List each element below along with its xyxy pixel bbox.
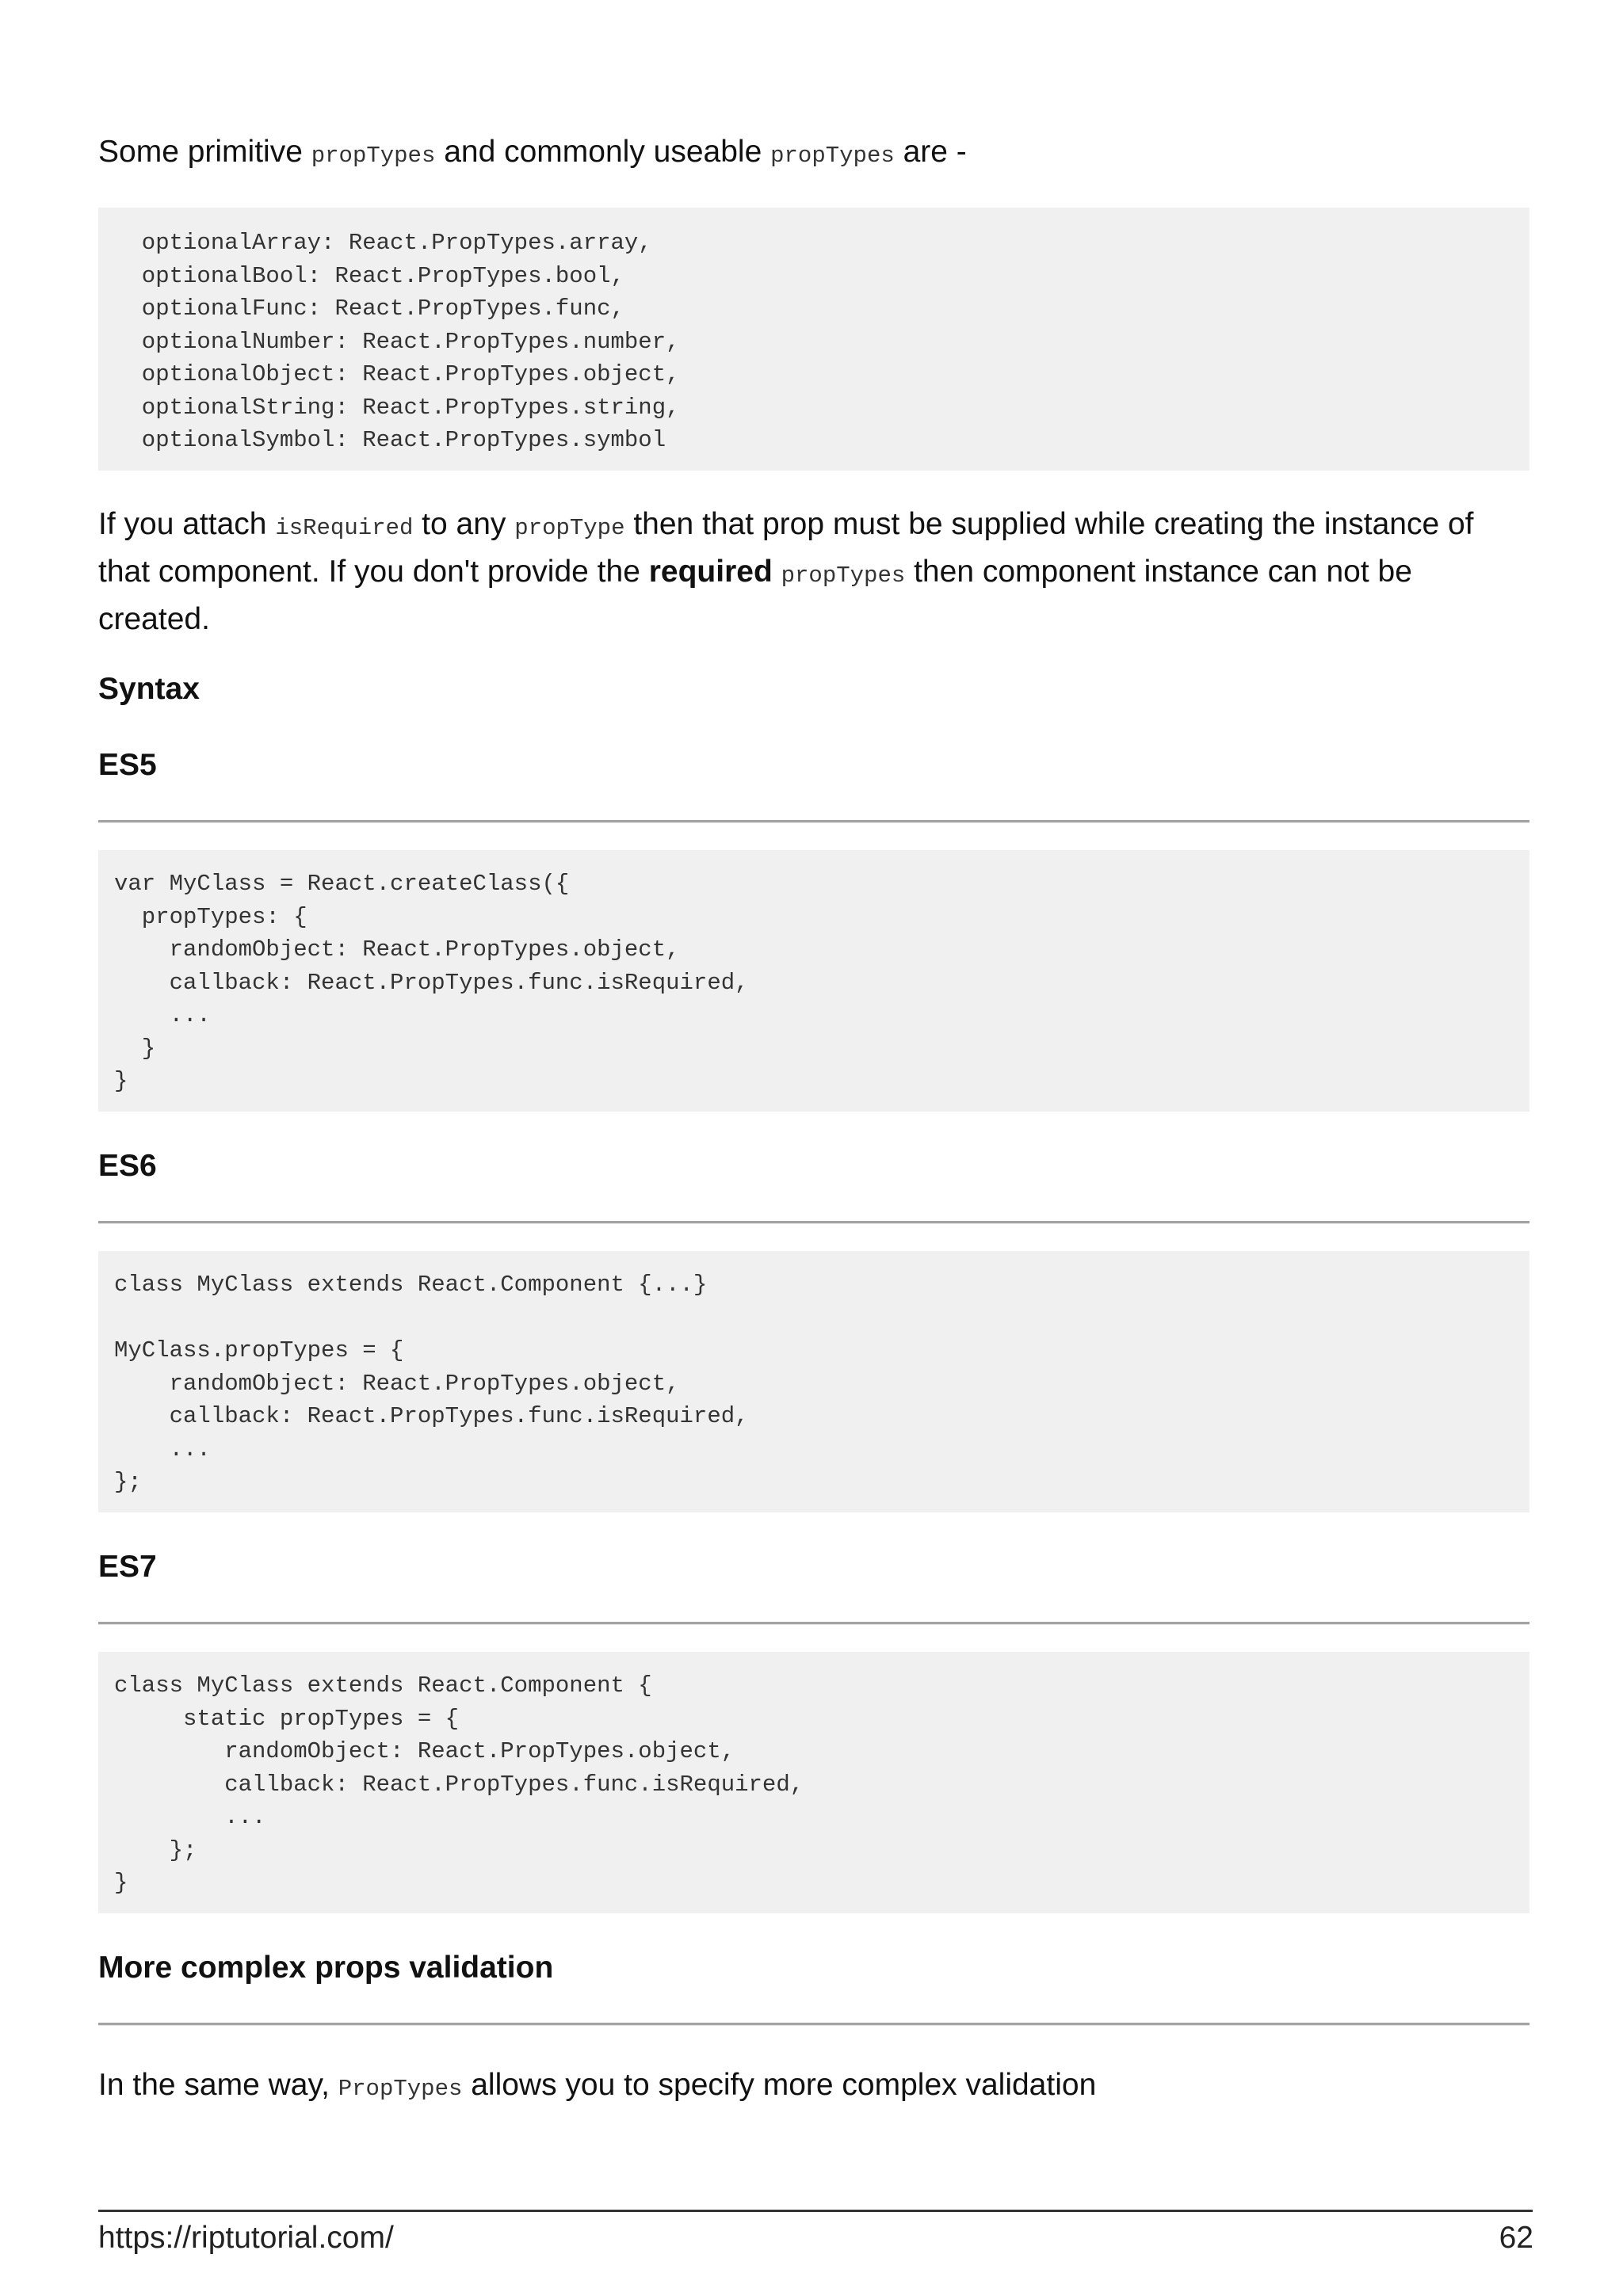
- inline-code-isrequired: isRequired: [275, 515, 414, 541]
- es5-divider: [98, 820, 1529, 823]
- required-paragraph: [98, 502, 1529, 641]
- inline-code-proptype: propType: [514, 515, 625, 541]
- heading-es7: ES7: [98, 1550, 157, 1584]
- es6-divider: [98, 1221, 1529, 1224]
- intro-text-1: Some primitive: [98, 135, 311, 169]
- complex-paragraph: [98, 2063, 1096, 2111]
- intro-paragraph: [98, 130, 967, 177]
- footer-page-number: 62: [1499, 2221, 1533, 2255]
- heading-syntax: Syntax: [98, 672, 200, 706]
- footer-url-link[interactable]: https://riptutorial.com/: [98, 2221, 394, 2255]
- inline-code-proptypes: propTypes: [311, 143, 436, 169]
- es5-code-block: var MyClass = React.createClass({ propTypes: { randomObject: React.PropTypes.object, callback: React.PropTypes.func.isRequired, ... } }: [98, 850, 1529, 1112]
- required-text-5: then component instance can not be created.: [98, 555, 1412, 636]
- required-text-2: to any: [413, 507, 515, 541]
- heading-complex-validation: More complex props validation: [98, 1951, 554, 1985]
- complex-text-1: In the same way,: [98, 2068, 338, 2102]
- es7-divider: [98, 1622, 1529, 1625]
- required-text-3: then that prop must be supplied while creating the instance of that component. If you don't provide the: [98, 507, 1474, 589]
- footer-divider: [98, 2210, 1533, 2212]
- required-bold: required: [648, 555, 773, 589]
- heading-es6: ES6: [98, 1149, 157, 1183]
- required-text-1: If you attach: [98, 507, 276, 541]
- inline-code-proptypes-3: propTypes: [781, 563, 906, 589]
- inline-code-proptypes-4: PropTypes: [338, 2076, 463, 2102]
- es7-code-block: class MyClass extends React.Component { static propTypes = { randomObject: React.PropTypes.object, callback: React.PropTypes.func.isRequired, ... }; }: [98, 1652, 1529, 1913]
- heading-es5: ES5: [98, 748, 157, 782]
- complex-text-2: allows you to specify more complex validation: [462, 2068, 1097, 2102]
- intro-text-2: and commonly useable: [435, 135, 771, 169]
- inline-code-proptypes-2: propTypes: [770, 143, 895, 169]
- es6-code-block: class MyClass extends React.Component {...} MyClass.propTypes = { randomObject: React.PropTypes.object, callback: React.PropTypes.func.isRequired, ... };: [98, 1251, 1529, 1512]
- required-text-4: [773, 555, 781, 589]
- complex-divider: [98, 2023, 1529, 2026]
- primitive-proptypes-code: optionalArray: React.PropTypes.array, optionalBool: React.PropTypes.bool, optionalFunc: React.PropTypes.func, optionalNumber: React.PropTypes.number, optionalObject: React.PropTypes.object, optionalString: React.PropTypes.string, optionalSymbol: React.PropTypes.symbol: [98, 208, 1529, 471]
- intro-text-3: are -: [894, 135, 967, 169]
